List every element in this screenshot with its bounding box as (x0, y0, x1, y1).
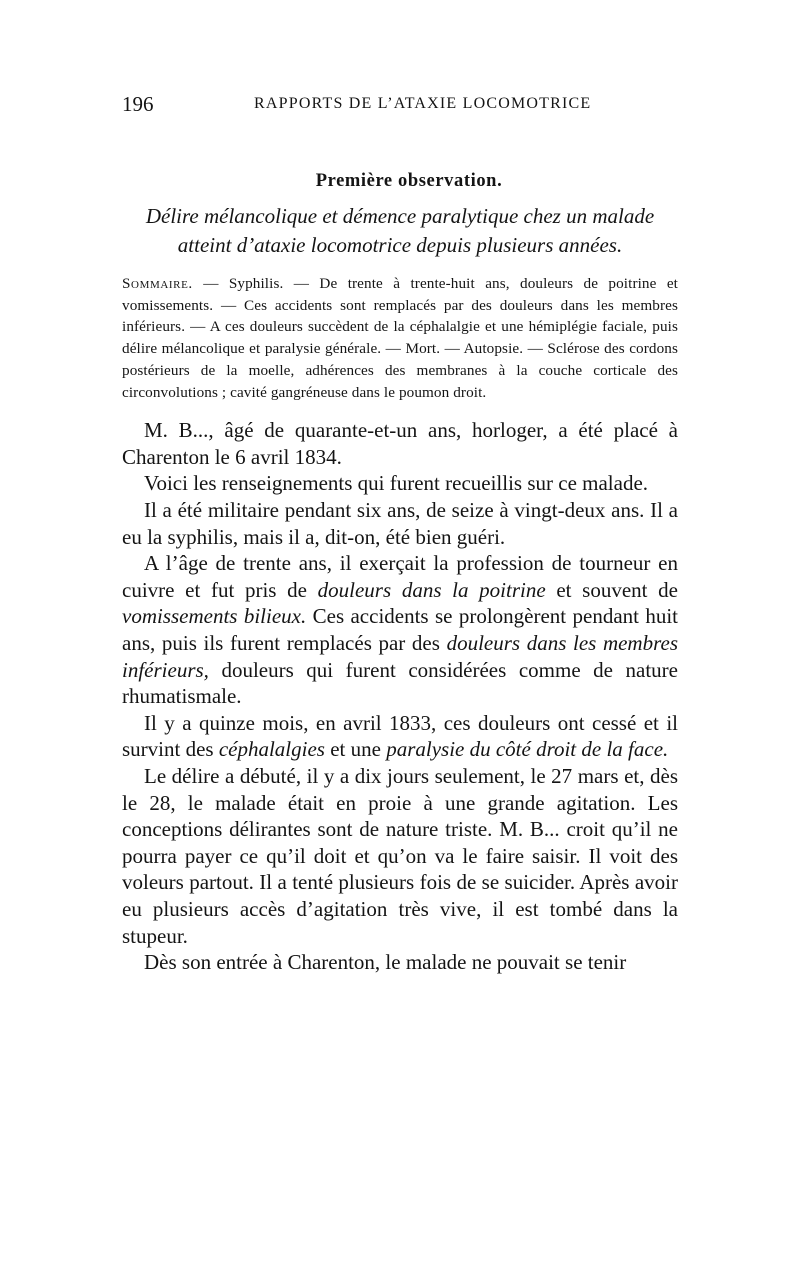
running-title: RAPPORTS DE L’ATAXIE LOCOMOTRICE (254, 95, 592, 112)
paragraph-6: Le délire a débuté, il y a dix jours seulement, le 27 mars et, dès le 28, le malade était en proie à une grande agitation. Les conceptions délirantes sont de nature triste. M. B... croit qu’il ne pourra payer ce qu’il doit et qu’on va le faire saisir. Il voit des voleurs partout. Il a tenté plusieurs fois de se suicider. Après avoir eu plusieurs accès d’agitation très vive, il est tombé dans la stupeur. (122, 763, 678, 948)
p4-text-2: et souvent de (545, 577, 678, 602)
paragraph-3: Il a été militaire pendant six ans, de seize à vingt-deux ans. Il a eu la syphilis, mais il a, dit-on, été bien guéri. (122, 498, 678, 549)
summary-text: — Syphilis. — De trente à trente-huit ans, douleurs de poitrine et vomissements. — Ces accidents sont remplacés par des douleurs dans les membres inférieurs. — A ces douleurs succèdent de la céphalalgie et une hémiplégie faciale, puis délire mélancolique et paralysie générale. — Mort. — Autopsie. — Sclérose des cordons postérieurs de la moelle, adhérences des membranes à la couche corticale des circonvolutions ; cavité gangréneuse dans le poumon droit. (122, 275, 678, 401)
body-text (122, 417, 678, 975)
paragraph-5 (122, 710, 678, 763)
p4-italic-3: douleurs dans les membres inférieurs, (122, 630, 678, 682)
paragraph-7: Dès son entrée à Charenton, le malade ne pouvait se tenir (144, 950, 627, 975)
p5-text-2: et une (324, 737, 387, 762)
p4-text-3: Ces accidents se prolongèrent pendant huit ans, puis ils furent remplacés par des (122, 604, 679, 655)
paragraph-1: M. B..., âgé de quarante-et-un ans, horloger, a été placé à Charenton le 6 avril 1834. (122, 418, 678, 469)
observation-heading: Première observation. (315, 171, 503, 191)
book-page (122, 92, 678, 976)
paragraph-2: Voici les renseignements qui furent recueillis sur ce malade. (144, 471, 649, 496)
p4-italic-1: douleurs dans la poitrine (317, 577, 546, 602)
p5-italic-1: céphalalgies (218, 737, 325, 762)
p4-text-4: douleurs qui furent considérées comme de nature rhumatismale. (122, 657, 678, 709)
running-header (122, 92, 678, 116)
summary-lead: Sommaire. (122, 275, 193, 292)
p5-italic-2: paralysie du côté droit de la face. (386, 737, 669, 762)
summary-paragraph (122, 273, 678, 403)
paragraph-4 (122, 550, 678, 710)
page-number: 196 (122, 92, 154, 116)
p4-italic-2: vomissements bilieux. (122, 604, 307, 629)
p4-text-1: A l’âge de trente ans, il exerçait la profession de tourneur en cuivre et fut pris de (122, 551, 678, 602)
observation-title: Délire mélancolique et démence paralytique chez un malade atteint d’ataxie locomotrice depuis plusieurs années. (145, 204, 655, 257)
p5-text-1: Il y a quinze mois, en avril 1833, ces douleurs ont cessé et il survint des (122, 710, 678, 762)
